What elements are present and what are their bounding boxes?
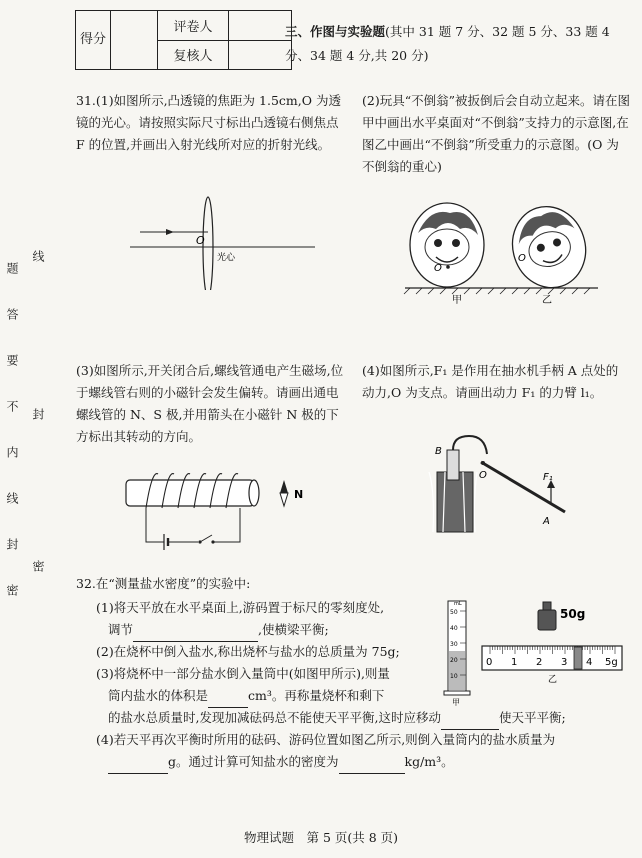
q32-title: 32.在“测量盐水密度”的实验中:	[76, 576, 251, 591]
pump-barrel	[437, 472, 473, 532]
score-label: 得分	[76, 11, 111, 70]
pump-piston	[447, 450, 459, 480]
ruler-rider[interactable]	[574, 647, 582, 669]
q31-part4: (4)如图所示,F₁ 是作用在抽水机手柄 A 点处的动力,O 为支点。请画出动力 F₁ 的力臂 l₁。	[362, 363, 619, 400]
pump-f1-label: F₁	[543, 472, 553, 483]
ruler-label: 乙	[548, 675, 558, 684]
ruler-tick-label: 4	[586, 657, 593, 668]
q31-part2: (2)玩具“不倒翁”被扳倒后会自动立起来。请在图甲中画出水平桌面对“不倒翁”支持力的示意图,在图乙中画出“不倒翁”所受重力的示意图。(O 为不倒翁的重心)	[362, 93, 630, 174]
blank-volume[interactable]	[208, 685, 248, 708]
q32-step4a: (4)若天平再次平衡时所用的砝码、游码位置如图乙所示,则倒入量筒内的盐水质量为	[96, 732, 556, 747]
tumbler-diagram	[400, 195, 600, 305]
lens-center-label: O	[196, 234, 205, 247]
needle-n-label: N	[294, 488, 304, 501]
q32-step1a: (1)将天平放在水平桌面上,游码置于标尺的零刻度处,	[96, 600, 385, 615]
cylinder-tick: 10	[450, 673, 458, 680]
tumbler-jia-center: O	[434, 263, 442, 274]
needle-s-pole	[280, 493, 288, 506]
tumbler-yi-center: O	[518, 253, 526, 264]
solenoid-tube	[126, 480, 254, 506]
rider-ruler	[478, 638, 628, 684]
cylinder-tick: 30	[450, 641, 458, 648]
cylinder-unit: mL	[454, 601, 462, 607]
reviewer-cell[interactable]	[229, 40, 292, 70]
needle-n-pole	[280, 480, 288, 493]
ruler-body	[482, 646, 622, 670]
pump-b-label: B	[435, 446, 442, 457]
margin-mark-seal: 封	[31, 408, 45, 420]
q32-step3b: 筒内盐水的体积是 cm³。再称量烧杯和剩下	[108, 685, 384, 708]
wire-left	[146, 508, 164, 542]
blank-mass[interactable]	[108, 751, 168, 774]
lens-diagram	[120, 190, 320, 290]
ruler-tick-label: 3	[561, 657, 568, 668]
ruler-tick-label: 1	[511, 657, 518, 668]
wire-right	[214, 508, 240, 542]
table-hatching	[404, 288, 590, 294]
blank-density[interactable]	[339, 751, 405, 774]
tumbler-jia-label: 甲	[452, 295, 462, 305]
ruler-tick-label: 0	[486, 657, 493, 668]
section-title: 三、作图与实验题	[285, 24, 386, 39]
margin-mark-line: 线	[31, 250, 45, 262]
graduated-cylinder	[440, 595, 474, 707]
q32-step2: (2)在烧杯中倒入盐水,称出烧杯与盐水的总质量为 75g;	[96, 644, 400, 659]
weight-label: 50g	[560, 607, 586, 621]
q32-step3c: 的盐水总质量时,发现加减砝码总不能使天平平衡,这时应移动 使天平平衡;	[108, 707, 638, 730]
tumbler-jia	[410, 203, 484, 287]
pump-diagram	[415, 432, 595, 542]
pump-a-label: A	[543, 516, 550, 527]
page-footer: 物理试题 第 5 页(共 8 页)	[243, 830, 399, 845]
tumbler-yi	[502, 197, 596, 297]
margin-text-outer: 题答要不内线封密	[5, 262, 19, 630]
reviewer-label: 复核人	[158, 40, 229, 70]
ruler-tick-label: 5g	[605, 657, 618, 668]
blank-move[interactable]	[441, 707, 499, 730]
score-cell[interactable]	[111, 11, 158, 70]
cylinder-tick: 40	[450, 625, 458, 632]
grader-cell[interactable]	[229, 11, 292, 41]
cylinder-tick: 50	[450, 609, 458, 616]
weight-knob	[543, 602, 551, 610]
tumbler-yi-label: 乙	[542, 295, 552, 305]
weight-50g	[528, 596, 608, 636]
section-header	[285, 20, 630, 68]
section-note: (其中 31 题 7 分、32 题 5 分、33 题 4 分、34 题 4 分,共 20 分)	[285, 24, 610, 63]
ray-arrow-icon	[166, 229, 174, 235]
margin-mark-dense: 密	[31, 560, 45, 572]
q32-step3a: (3)将烧杯中一部分盐水倒入量筒中(如图甲所示),则量	[96, 666, 390, 681]
cylinder-tick: 20	[450, 657, 458, 664]
blank-adjust[interactable]	[133, 619, 258, 642]
lens-axis-label: 光心	[217, 253, 236, 263]
cylinder-label: 甲	[452, 698, 460, 707]
q31-part1: 31.(1)如图所示,凸透镜的焦距为 1.5cm,O 为透镜的光心。请按照实际尺寸标出凸透镜右侧焦点 F 的位置,并画出入射光线所对应的折射光线。	[76, 93, 341, 152]
ruler-tick-label: 2	[536, 657, 543, 668]
switch	[200, 535, 212, 542]
q32-step4b: g。通过计算可知盐水的密度为 kg/m³。	[108, 751, 454, 774]
solenoid-diagram	[118, 462, 318, 557]
grader-label: 评卷人	[158, 11, 229, 41]
q32-step1b: 调节 ,使横梁平衡;	[108, 619, 329, 642]
score-table	[75, 10, 292, 70]
q31-part3: (3)如图所示,开关闭合后,螺线管通电产生磁场,位于螺线管右则的小磁针会发生偏转。请画出通电螺线管的 N、S 极,并用箭头在小磁针 N 极的下方标出其转动的方向。	[76, 363, 344, 444]
weight-body	[538, 610, 556, 630]
pump-o-label: O	[479, 470, 487, 481]
